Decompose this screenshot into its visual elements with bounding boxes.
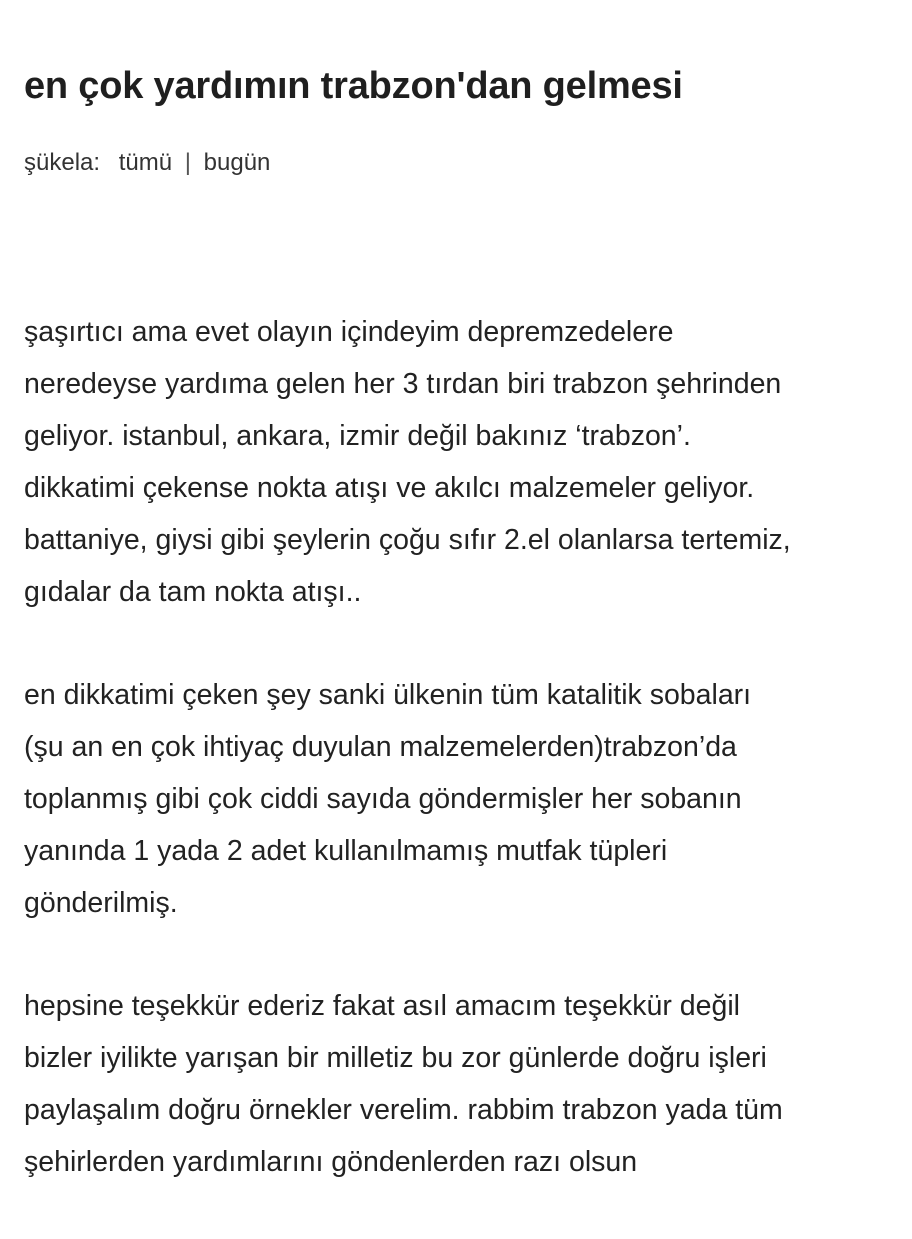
entry-line: (şu an en çok ihtiyaç duyulan malzemelerden)trabzon’da [24,731,737,763]
entry-line: battaniye, giysi gibi şeylerin çoğu sıfır 2.el olanlarsa tertemiz, [24,524,791,556]
entry-line: şehirlerden yardımlarını göndenlerden razı olsun [24,1146,638,1178]
sort-label: şükela: [24,149,101,176]
entry-line: neredeyse yardıma gelen her 3 tırdan biri trabzon şehrinden [24,368,782,400]
sort-option-today[interactable]: bugün [203,149,271,176]
sort-bar [24,147,270,179]
entry-line: en dikkatimi çeken şey sanki ülkenin tüm katalitik sobaları [24,679,752,711]
entry-paragraph [24,980,894,1188]
topic-title[interactable]: en çok yardımın trabzon'dan gelmesi [24,65,683,107]
entry-line: gönderilmiş. [24,887,178,919]
entry-line: toplanmış gibi çok ciddi sayıda göndermişler her sobanın [24,783,742,815]
entry-line: bizler iyilikte yarışan bir milletiz bu zor günlerde doğru işleri [24,1042,767,1074]
entry-line: gıdalar da tam nokta atışı.. [24,576,362,608]
entry-content [24,306,894,1239]
entry-line: şaşırtıcı ama evet olayın içindeyim depremzedelere [24,316,674,348]
entry-line: dikkatimi çekense nokta atışı ve akılcı malzemeler geliyor. [24,472,755,504]
entry-line: geliyor. istanbul, ankara, izmir değil bakınız ‘trabzon’. [24,420,691,452]
entry-paragraph [24,669,894,929]
sort-separator: | [184,149,191,176]
sort-option-all[interactable]: tümü [118,149,173,176]
entry-line: yanında 1 yada 2 adet kullanılmamış mutfak tüpleri [24,835,668,867]
entry-paragraph [24,306,894,618]
entry-line: hepsine teşekkür ederiz fakat asıl amacım teşekkür değil [24,990,741,1022]
entry-line: paylaşalım doğru örnekler verelim. rabbim trabzon yada tüm [24,1094,783,1126]
